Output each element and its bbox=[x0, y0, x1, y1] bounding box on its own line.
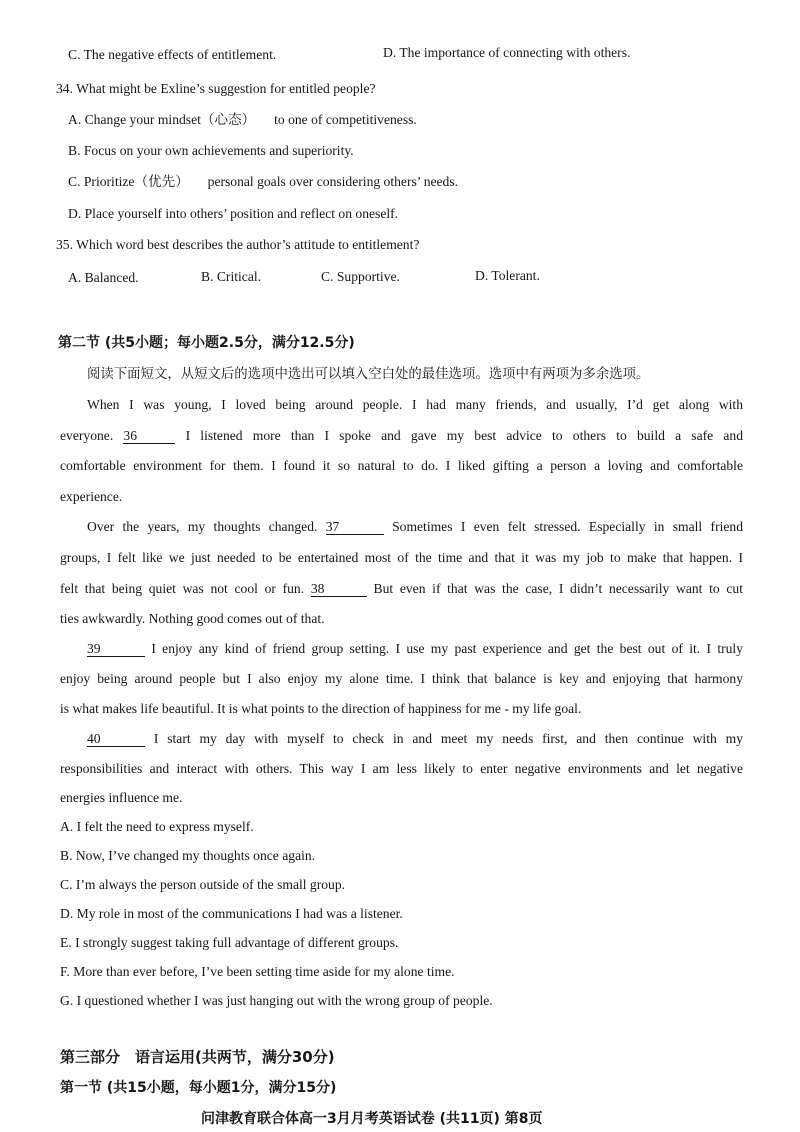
para2-line1-post: Sometimes I even felt stressed. Especially in small friend bbox=[392, 519, 743, 534]
blank-39[interactable]: 39 bbox=[87, 642, 145, 657]
para4-line1 bbox=[87, 731, 743, 747]
section2-instruction: 阅读下面短文，从短文后的选项中选出可以填入空白处的最佳选项。选项中有两项为多余选项。 bbox=[87, 367, 650, 382]
q34-option-a[interactable] bbox=[68, 112, 417, 128]
part3-subheading: 第一节 (共15小题，每小题1分，满分15分) bbox=[60, 1080, 337, 1096]
para2-line3-post: But even if that was the case, I didn’t necessarily want to cut bbox=[373, 581, 743, 596]
q34-option-d[interactable]: D. Place yourself into others’ position and reflect on oneself. bbox=[68, 206, 399, 221]
para4-line1-post: I start my day with myself to check in and meet my needs first, and then continue with my bbox=[153, 731, 743, 746]
para2-line1 bbox=[87, 519, 743, 535]
para3-line3: is what makes life beautiful. It is what points to the direction of happiness for me - my life goal. bbox=[60, 701, 582, 716]
para1-line1: When I was young, I loved being around people. I had many friends, and usually, I’d get along with bbox=[87, 397, 743, 412]
q34-option-b[interactable]: B. Focus on your own achievements and superiority. bbox=[68, 143, 354, 158]
q34-question: 34. What might be Exline’s suggestion for entitled people? bbox=[56, 81, 376, 96]
q34-option-c-post: personal goals over considering others’ needs. bbox=[207, 174, 459, 189]
para1-line2 bbox=[60, 428, 743, 444]
para2-line3 bbox=[60, 581, 743, 597]
q35-option-d[interactable]: D. Tolerant. bbox=[475, 268, 540, 283]
blank-37[interactable]: 37 bbox=[326, 520, 384, 535]
option-e[interactable]: E. I strongly suggest taking full advantage of different groups. bbox=[60, 935, 399, 950]
blank-36[interactable]: 36 bbox=[123, 429, 175, 444]
option-g[interactable]: G. I questioned whether I was just hanging out with the wrong group of people. bbox=[60, 993, 493, 1008]
part3-heading: 第三部分 语言运用(共两节，满分30分) bbox=[60, 1048, 335, 1066]
option-c[interactable]: C. I’m always the person outside of the small group. bbox=[60, 877, 346, 892]
q33-option-d[interactable]: D. The importance of connecting with others. bbox=[383, 45, 631, 60]
section2-heading: 第二节 (共5小题；每小题2.5分，满分12.5分) bbox=[58, 335, 355, 351]
q34-option-a-pre: A. Change your mindset（心态） bbox=[68, 112, 256, 127]
para2-line1-pre: Over the years, my thoughts changed. bbox=[87, 519, 318, 534]
option-a[interactable]: A. I felt the need to express myself. bbox=[60, 819, 254, 834]
para1-line2-pre: everyone. bbox=[60, 428, 114, 443]
q34-option-a-post: to one of competitiveness. bbox=[274, 112, 417, 127]
option-b[interactable]: B. Now, I’ve changed my thoughts once again. bbox=[60, 848, 316, 863]
blank-38[interactable]: 38 bbox=[311, 582, 367, 597]
q35-option-a[interactable]: A. Balanced. bbox=[68, 270, 139, 285]
blank-40[interactable]: 40 bbox=[87, 732, 145, 747]
para1-line4: experience. bbox=[60, 489, 123, 504]
para2-line4: ties awkwardly. Nothing good comes out of that. bbox=[60, 611, 325, 626]
option-d[interactable]: D. My role in most of the communications I had was a listener. bbox=[60, 906, 403, 921]
para2-line2: groups, I felt like we just needed to be entertained most of the time and that it was my job to make that happen. I bbox=[60, 550, 743, 565]
q34-option-c-pre: C. Prioritize（优先） bbox=[68, 174, 189, 189]
q33-option-c[interactable]: C. The negative effects of entitlement. bbox=[68, 47, 277, 62]
option-f[interactable]: F. More than ever before, I’ve been setting time aside for my alone time. bbox=[60, 964, 455, 979]
para4-line3: energies influence me. bbox=[60, 790, 183, 805]
q34-option-c[interactable] bbox=[68, 174, 458, 190]
para3-line1 bbox=[87, 641, 743, 657]
para4-line2: responsibilities and interact with others. This way I am less likely to enter negative environments and let negative bbox=[60, 761, 743, 776]
para2-line3-pre: felt that being quiet was not cool or fun. bbox=[60, 581, 305, 596]
para1-line3: comfortable environment for them. I found it so natural to do. I liked gifting a person a loving and comfortable bbox=[60, 458, 743, 473]
para3-line1-post: I enjoy any kind of friend group setting. I use my past experience and get the best out of it. I truly bbox=[151, 641, 743, 656]
para1-line2-post: I listened more than I spoke and gave my best advice to others to build a safe and bbox=[185, 428, 743, 443]
q35-option-c[interactable]: C. Supportive. bbox=[321, 269, 400, 284]
q35-question: 35. Which word best describes the author’s attitude to entitlement? bbox=[56, 237, 420, 252]
q35-option-b[interactable]: B. Critical. bbox=[201, 269, 262, 284]
para3-line2: enjoy being around people but I also enjoy my alone time. I think that balance is key and enjoying that harmony bbox=[60, 671, 743, 686]
page-footer: 问津教育联合体高一3月月考英语试卷 (共11页) 第8页 bbox=[201, 1111, 543, 1127]
